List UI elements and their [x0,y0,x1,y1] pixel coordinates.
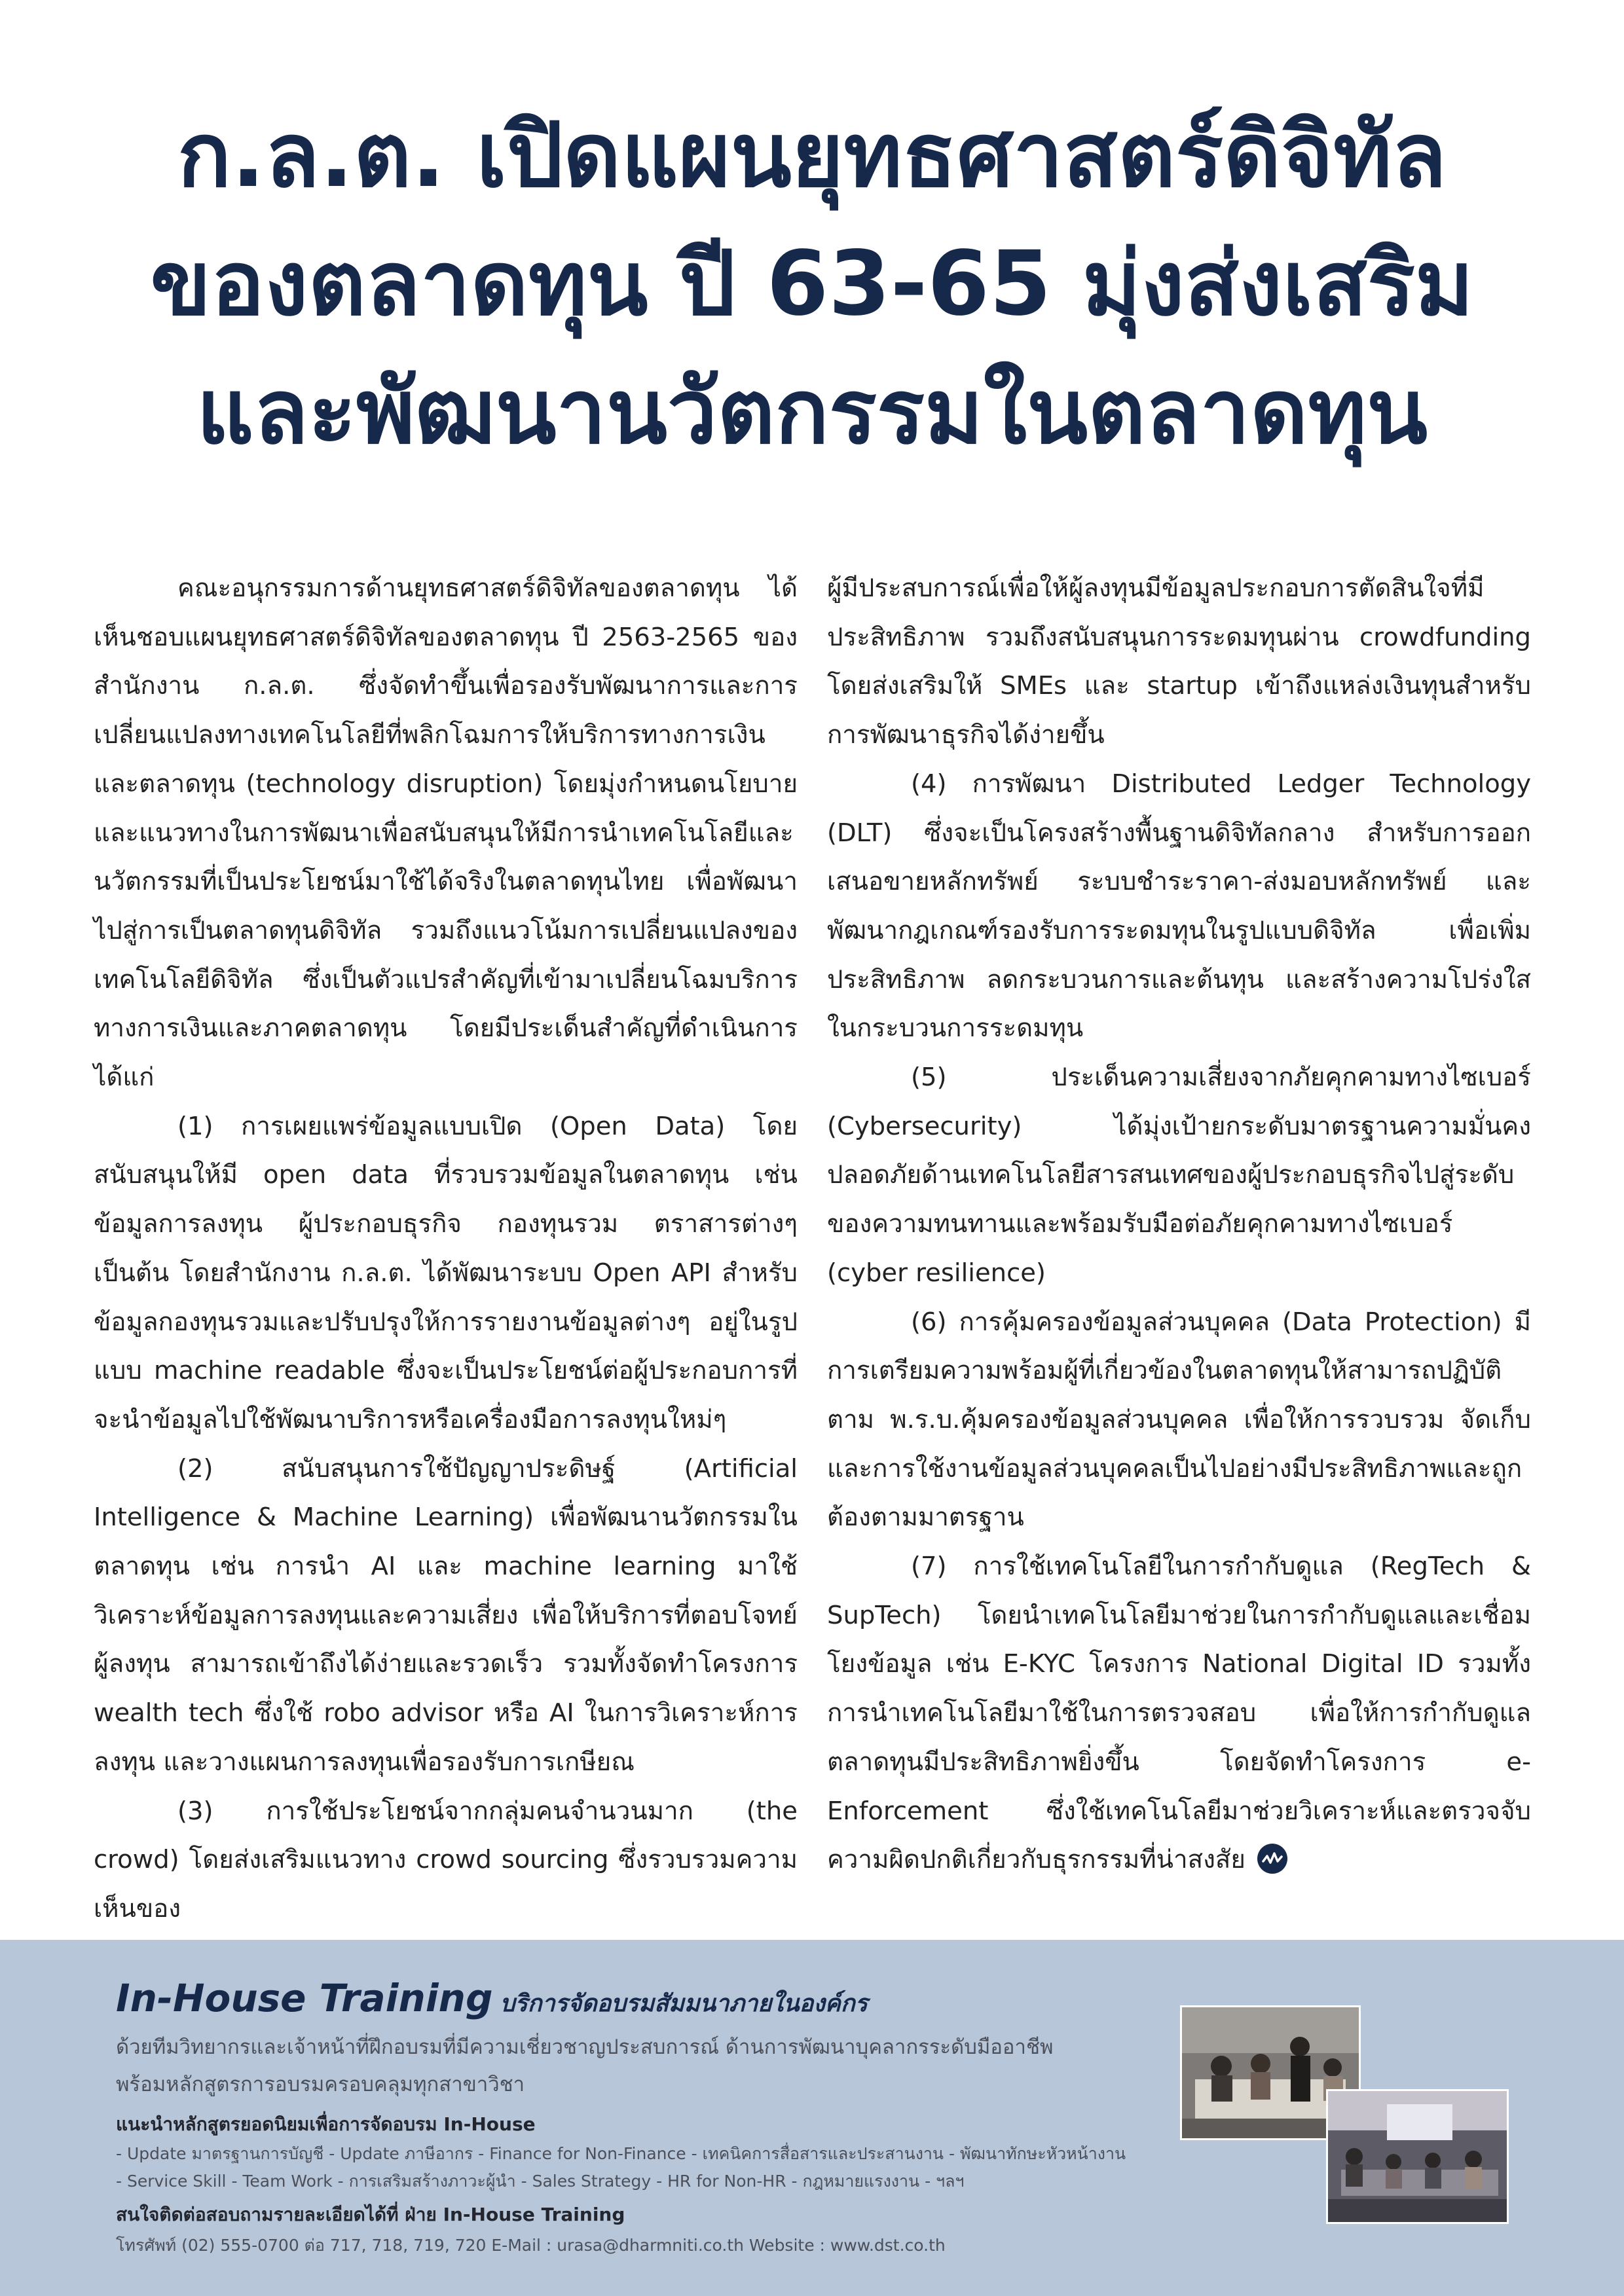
intro-line-1: ด้วยทีมวิทยากรและเจ้าหน้าที่ฝึกอบรมที่มีความเชี่ยวชาญประสบการณ์ ด้านการพัฒนาบุคลากรระดับมืออาชีพ [116,2035,1054,2059]
contact-heading: สนใจติดต่อสอบถามรายละเอียดได้ที่ ฝ่าย In-House Training [116,2204,625,2225]
intro-line-2: พร้อมหลักสูตรการอบรมครอบคลุมทุกสาขาวิชา [116,2073,525,2096]
footer-advertisement [0,1940,1624,2296]
intro-paragraph: คณะอนุกรรมการด้านยุทธศาสตร์ดิจิทัลของตลาดทุน ได้เห็นชอบแผนยุทธศาสตร์ดิจิทัลของตลาดทุน ปี 2563-2565 ของสำนักงาน ก.ล.ต. ซึ่งจัดทำขึ้นเพื่อรองรับพัฒนาการและการเปลี่ยนแปลงทางเทคโนโลยีที่พลิกโฉมการให้บริการทางการเงินและตลาดทุน (technology disruption) โดยมุ่งกำหนดนโยบายและแนวทางในการพัฒนาเพื่อสนับสนุนให้มีการนำเทคโนโลยีและนวัตกรรมที่เป็นประโยชน์มาใช้ได้จริงในตลาดทุนไทย เพื่อพัฒนาไปสู่การเป็นตลาดทุนดิจิทัล รวมถึงแนวโน้มการเปลี่ยนแปลงของเทคโนโลยีดิจิทัล ซึ่งเป็นตัวแปรสำคัญที่เข้ามาเปลี่ยนโฉมบริการทางการเงินและภาคตลาดทุน โดยมีประเด็นสำคัญที่ดำเนินการได้แก่ [94,574,798,1093]
point-2-paragraph: (2) สนับสนุนการใช้ปัญญาประดิษฐ์ (Artificial Intelligence & Machine Learning) เพื่อพัฒนานวัตกรรมในตลาดทุน เช่น การนำ AI และ machine learning มาใช้วิเคราะห์ข้อมูลการลงทุนและความเสี่ยง เพื่อให้บริการที่ตอบโจทย์ ผู้ลงทุน สามารถเข้าถึงได้ง่ายและรวดเร็ว รวมทั้งจัดทำโครงการ wealth tech ซึ่งใช้ robo advisor หรือ AI ในการวิเคราะห์การลงทุน และวางแผนการลงทุนเพื่อรองรับการเกษียณ [94,1453,798,1777]
article-title [79,92,1545,477]
point-3-continuation: ผู้มีประสบการณ์เพื่อให้ผู้ลงทุนมีข้อมูลประกอบการตัดสินใจที่มีประสิทธิภาพ รวมถึงสนับสนุนการระดมทุนผ่าน crowdfunding โดยส่งเสริมให้ SMEs และ startup เข้าถึงแหล่งเงินทุนสำหรับการพัฒนาธุรกิจได้ง่ายขึ้น [827,574,1531,750]
courses-line-2: - Service Skill - Team Work - การเสริมสร้างภาวะผู้นำ - Sales Strategy - HR for Non-HR - กฎหมายแรงงาน - ฯลฯ [116,2172,965,2191]
point-6-paragraph: (6) การคุ้มครองข้อมูลส่วนบุคคล (Data Protection) มีการเตรียมความพร้อมผู้ที่เกี่ยวข้องในตลาดทุนให้สามารถปฏิบัติตาม พ.ร.บ.คุ้มครองข้อมูลส่วนบุคคล เพื่อให้การรวบรวม จัดเก็บ และการใช้งานข้อมูลส่วนบุคคลเป็นไปอย่างมีประสิทธิภาพและถูกต้องตามมาตรฐาน [827,1307,1531,1533]
title-line: และพัฒนานวัตกรรมในตลาดทุน [196,361,1428,464]
point-7-paragraph [827,1542,1531,1885]
article-column-left [94,564,798,1934]
point-4-paragraph: (4) การพัฒนา Distributed Ledger Technology (DLT) ซึ่งจะเป็นโครงสร้างพื้นฐานดิจิทัลกลาง สำหรับการออกเสนอขายหลักทรัพย์ ระบบชำระราคา-ส่งมอบหลักทรัพย์ และพัฒนากฎเกณฑ์รองรับการระดมทุนในรูปแบบดิจิทัล เพื่อเพิ่มประสิทธิภาพ ลดกระบวนการและต้นทุน และสร้างความโปร่งใสในกระบวนการระดมทุน [827,769,1531,1044]
recommend-heading: แนะนำหลักสูตรยอดนิยมเพื่อการจัดอบรม In-House [116,2113,536,2135]
point-5-paragraph: (5) ประเด็นความเสี่ยงจากภัยคุกคามทางไซเบอร์ (Cybersecurity) ได้มุ่งเป้ายกระดับมาตรฐานความมั่นคงปลอดภัยด้านเทคโนโลยีสารสนเทศของผู้ประกอบธุรกิจไปสู่ระดับของความทนทานและพร้อมรับมือต่อภัยคุกคามทางไซเบอร์ (cyber resilience) [827,1063,1531,1288]
footer-heading [116,1976,868,2022]
article-end-mark-icon [1257,1844,1287,1874]
title-line: ก.ล.ต. เปิดแผนยุทธศาสตร์ดิจิทัล [177,104,1447,208]
article-column-right [827,564,1531,1885]
contact-info: โทรศัพท์ (02) 555-0700 ต่อ 717, 718, 719, 720 E-Mail : urasa@dharmniti.co.th Website : www.dst.co.th [116,2236,946,2255]
brand-subtitle: บริการจัดอบรมสัมมนาภายในองค์กร [500,1990,868,2017]
brand-title: In-House Training [116,1976,493,2020]
courses-line-1: - Update มาตรฐานการบัญชี - Update ภาษีอากร - Finance for Non-Finance - เทคนิคการสื่อสารและประสานงาน - พัฒนาทักษะหัวหน้างาน [116,2144,1126,2163]
title-line: ของตลาดทุน ปี 63-65 มุ่งส่งเสริม [150,232,1474,336]
point-7-text: (7) การใช้เทคโนโลยีในการกำกับดูแล (RegTech & SupTech) โดยนำเทคโนโลยีมาช่วยในการกำกับดูแลและเชื่อมโยงข้อมูล เช่น E-KYC โครงการ National Digital ID รวมทั้งการนำเทคโนโลยีมาใช้ในการตรวจสอบ เพื่อให้การกำกับดูแลตลาดทุนมีประสิทธิภาพยิ่งขึ้น โดยจัดทำโครงการ e-Enforcement ซึ่งใช้เทคโนโลยีมาช่วยวิเคราะห์และตรวจจับความผิดปกติเกี่ยวกับธุรกรรมที่น่าสงสัย [827,1552,1531,1875]
point-3-paragraph: (3) การใช้ประโยชน์จากกลุ่มคนจำนวนมาก (the crowd) โดยส่งเสริมแนวทาง crowd sourcing ซึ่งรวบรวมความเห็นของ [94,1796,798,1923]
training-photo-2 [1326,2089,1509,2224]
point-1-paragraph: (1) การเผยแพร่ข้อมูลแบบเปิด (Open Data) โดยสนับสนุนให้มี open data ที่รวบรวมข้อมูลในตลาดทุน เช่น ข้อมูลการลงทุน ผู้ประกอบธุรกิจ กองทุนรวม ตราสารต่างๆ เป็นต้น โดยสำนักงาน ก.ล.ต. ได้พัฒนาระบบ Open API สำหรับข้อมูลกองทุนรวมและปรับปรุงให้การรายงานข้อมูลต่างๆ อยู่ในรูปแบบ machine readable ซึ่งจะเป็นประโยชน์ต่อผู้ประกอบการที่จะนำข้อมูลไปใช้พัฒนาบริการหรือเครื่องมือการลงทุนใหม่ๆ [94,1111,798,1434]
